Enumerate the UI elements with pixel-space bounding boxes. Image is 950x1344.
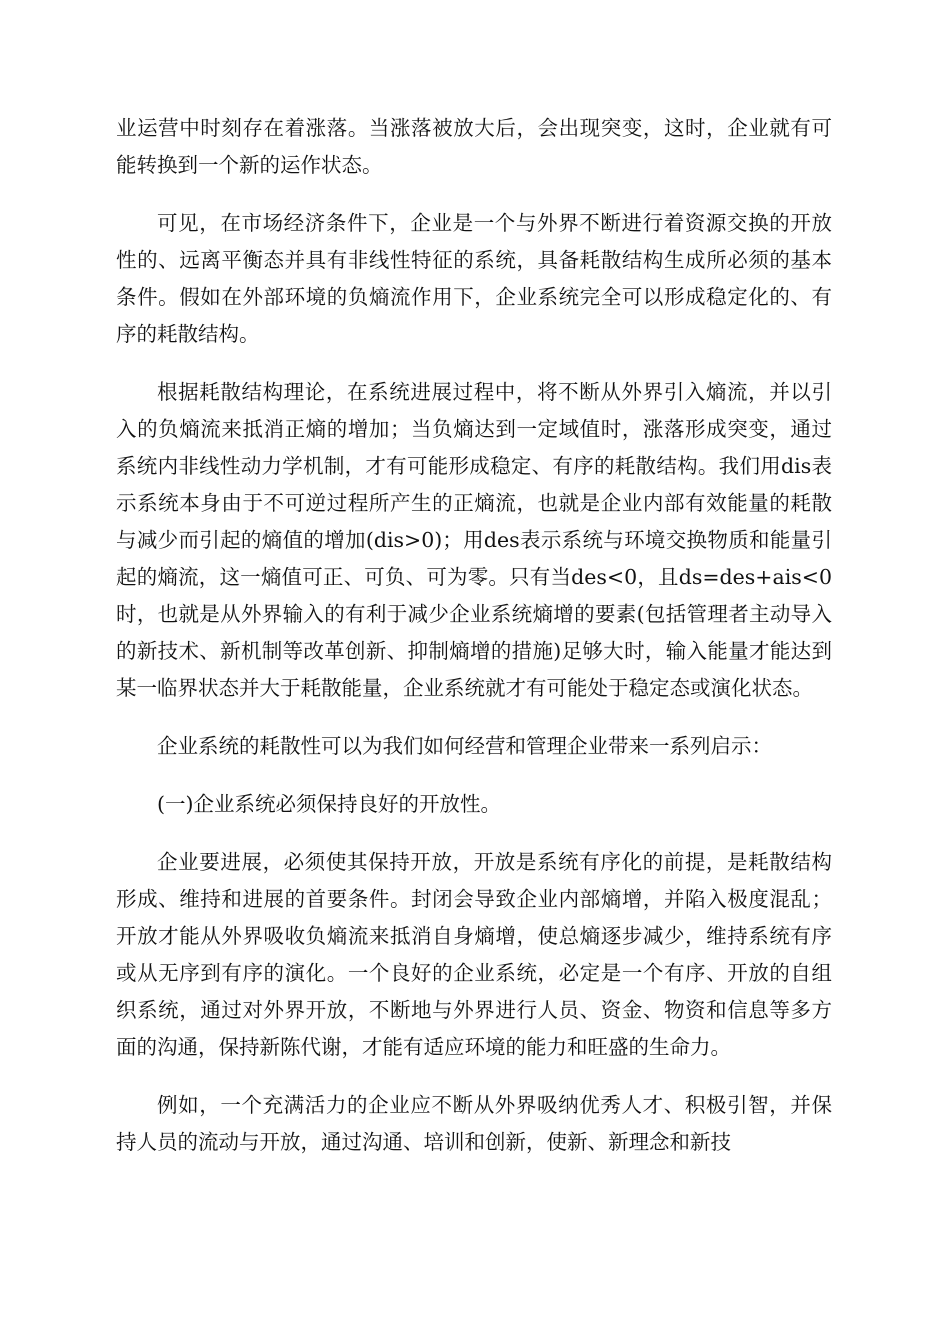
section-heading-openness: (一)企业系统必须保持良好的开放性。	[157, 792, 501, 816]
paragraph-example: 例如，一个充满活力的企业应不断从外界吸纳优秀人才、积极引智，并保持人员的流动与开放，通过沟通、培训和创新，使新、新理念和新技	[116, 1093, 832, 1154]
paragraph-insights-intro: 企业系统的耗散性可以为我们如何经营和管理企业带来一系列启示：	[157, 734, 772, 758]
paragraph-dissipative-theory: 根据耗散结构理论，在系统进展过程中，将不断从外界引入熵流，并以引入的负熵流来抵消正熵的增加；当负熵达到一定域值时，涨落形成突变，通过系统内非线性动力学机制，才有可能形成稳定、有序的耗散结构。我们用dis表示系统本身由于不可逆过程所产生的正熵流，也就是企业内部有效能量的耗散与减少而引起的熵值的增加(dis>0)；用des表示系统与环境交换物质和能量引起的熵流，这一熵值可正、可负、可为零。只有当des<0，且ds=des+ais<0时，也就是从外界输入的有利于减少企业系统熵增的要素(包括管理者主动导入的新技术、新机制等改革创新、抑制熵增的措施)足够大时，输入能量才能达到某一临界状态并大于耗散能量，企业系统就才有可能处于稳定态或演化状态。	[116, 380, 832, 700]
paragraph-open-system: 可见，在市场经济条件下，企业是一个与外界不断进行着资源交换的开放性的、远离平衡态并具有非线性特征的系统，具备耗散结构生成所必须的基本条件。假如在外部环境的负熵流作用下，企业系统完全可以形成稳定化的、有序的耗散结构。	[116, 211, 832, 346]
paragraph-continuation: 业运营中时刻存在着涨落。当涨落被放大后，会出现突变，这时，企业就有可能转换到一个新的运作状态。	[116, 116, 832, 177]
document-body	[116, 110, 832, 1182]
paragraph-openness: 企业要进展，必须使其保持开放，开放是系统有序化的前提，是耗散结构形成、维持和进展的首要条件。封闭会导致企业内部熵增，并陷入极度混乱；开放才能从外界吸收负熵流来抵消自身熵增，使总熵逐步减少，维持系统有序或从无序到有序的演化。一个良好的企业系统，必定是一个有序、开放的自组织系统，通过对外界开放，不断地与外界进行人员、资金、物资和信息等多方面的沟通，保持新陈代谢，才能有适应环境的能力和旺盛的生命力。	[116, 850, 832, 1059]
